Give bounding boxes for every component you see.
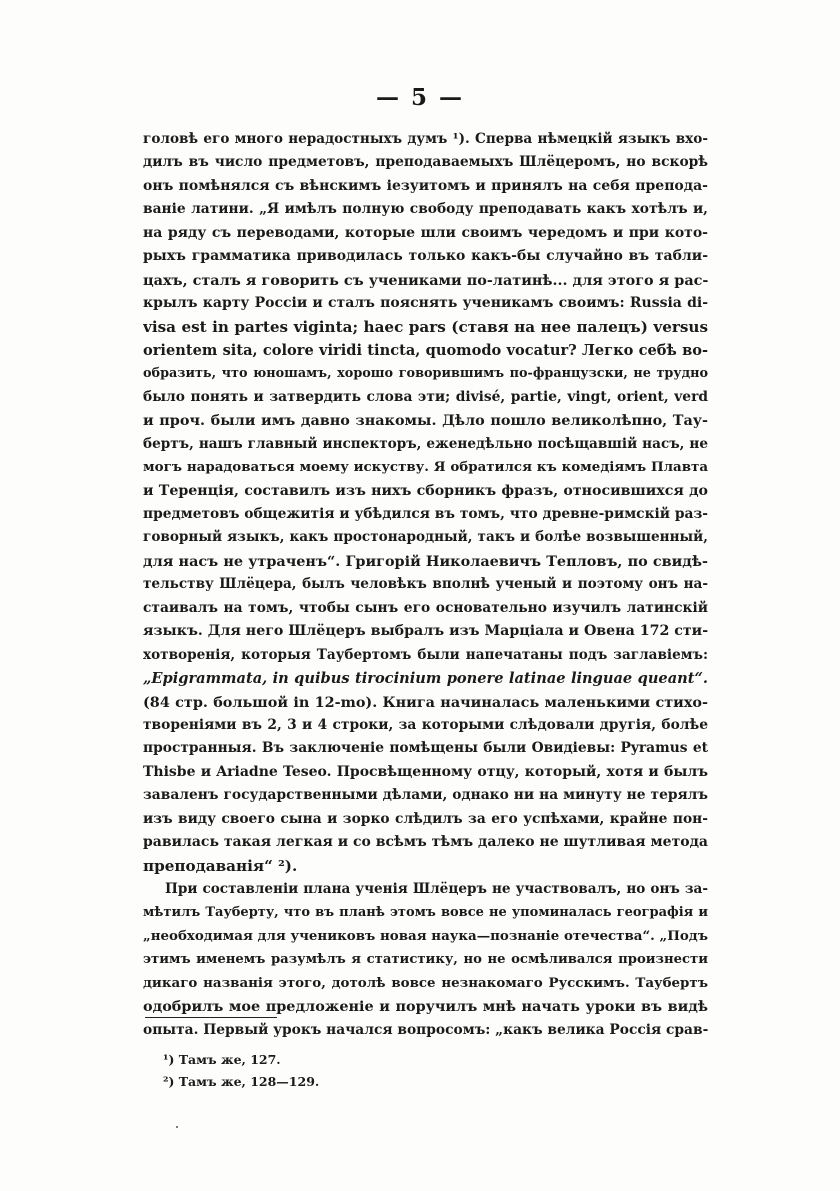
text-line-33: При составленiи плана ученiя Шлёцеръ не участвовалъ, но онъ за- (165, 881, 708, 897)
text-line-2: дилъ въ число предметовъ, преподаваемыхъ Шлёцеромъ, но вскорѣ (143, 154, 708, 171)
text-line-23: хотворенiя, которыя Таубертомъ были напечатаны подъ заглавiемъ: (143, 646, 708, 663)
text-line-22: языкъ. Для него Шлёцеръ выбралъ изъ Марцiала и Овена 172 сти- (143, 623, 708, 640)
text-line-3: онъ помѣнялся съ вѣнскимъ iезуитомъ и принялъ на себя препода- (143, 177, 708, 194)
text-line-1: головѣ его много нерадостныхъ думъ ¹). Сперва нѣмецкій языкъ вхо- (143, 131, 708, 147)
text-line-38: одобрилъ мое предложенiе и поручилъ мнѣ начать уроки въ видѣ (143, 998, 708, 1016)
text-line-32: преподаванiя“ ²). (143, 856, 298, 875)
text-line-27: пространныя. Въ заключенiе помѣщены были Овидiевы: Pyramus et (143, 740, 708, 757)
text-line-12: было понять и затвердить слова эти; divisé, partie, vingt, orient, verd (143, 388, 708, 405)
text-line-9: visa est in partes viginta; haec pars (ставя на нее палецъ) versus (143, 317, 708, 336)
text-line-7: цахъ, сталъ я говорить съ учениками по-латинѣ... для этого я рас- (143, 271, 708, 289)
footnote-divider (145, 1017, 277, 1018)
text-line-39: опыта. Первый урокъ начался вопросомъ: „какъ велика Россiя срав- (143, 1021, 708, 1038)
text-line-19: для насъ не утраченъ“. Григорiй Николаевичъ Тепловъ, по свидѣ- (143, 552, 708, 570)
text-line-35: „необходимая для учениковъ новая наука—познанiе отечества“. „Подъ (143, 927, 708, 944)
text-line-30: изъ виду своего сына и зорко слѣдилъ за его успѣхами, крайне пон- (143, 810, 708, 827)
text-line-28: Thisbe и Ariadne Teseo. Просвѣщенному отцу, который, хотя и былъ (143, 763, 708, 780)
text-line-6: рыхъ грамматика приводилась только какъ-бы случайно въ табли- (143, 248, 708, 265)
text-line-15: могъ нарадоваться моему искуству. Я обратился къ комедiямъ Плавта (143, 459, 708, 476)
text-line-8: крылъ карту Россiи и сталъ пояснять ученикамъ своимъ: Russia di- (143, 295, 708, 312)
text-line-21: стаивалъ на томъ, чтобы сынъ его основательно изучилъ латинскiй (143, 599, 708, 616)
body-text (143, 128, 708, 1042)
paper-speck (176, 1126, 178, 1128)
text-line-26: творенiями въ 2, 3 и 4 строки, за которыми слѣдовали другiя, болѣе (143, 716, 708, 733)
text-line-17: предметовъ общежитiя и убѣдился въ томъ, что древне-римскiй раз- (143, 506, 708, 522)
text-line-20: тельству Шлёцера, былъ человѣкъ вполнѣ ученый и поэтому онъ на- (143, 576, 708, 593)
text-line-4: ванiе латини. „Я имѣлъ полную свободу преподавать какъ хотѣлъ и, (143, 201, 708, 218)
text-line-24: „Epigrammata, in quibus tirocinium ponere latinae linguae queant“. (143, 670, 708, 688)
footnotes (163, 1049, 319, 1093)
text-line-11: образить, что юношамъ, хорошо говорившимъ по-французски, не трудно (143, 366, 708, 382)
text-line-34: мѣтилъ Тауберту, что въ планѣ этомъ вовсе не упоминалась географiя и (143, 905, 708, 921)
text-line-31: равилась такая легкая и со всѣмъ тѣмъ далеко не шутливая метода (143, 834, 708, 851)
text-line-13: и проч. были имъ давно знакомы. Дѣло пошло великолѣпно, Тау- (143, 412, 708, 430)
text-line-14: бертъ, нашъ главный инспекторъ, еженедѣльно посѣщавшiй насъ, не (143, 435, 708, 452)
text-line-18: говорный языкъ, какъ простонародный, такъ и болѣе возвышенный, (143, 529, 708, 546)
text-line-37: дикаго названiя этого, дотолѣ вовсе незнакомаго Русскимъ. Таубертъ (143, 974, 708, 991)
footnote-1: ¹) Тамъ же, 127. (163, 1052, 281, 1067)
text-line-16: и Теренцiя, составилъ изъ нихъ сборникъ фразъ, относившихся до (143, 482, 708, 499)
text-line-10: orientem sita, colore viridi tincta, quomodo vocatur? Легко себѣ во- (143, 341, 708, 359)
text-line-5: на ряду съ переводами, которые шли своимъ чередомъ и при кото- (143, 224, 708, 241)
text-line-25: (84 стр. большой in 12-mo). Книга начиналась маленькими стихо- (143, 693, 708, 711)
page-number: — 5 — (375, 84, 465, 111)
text-line-29: заваленъ государственными дѣлами, однако ни на минуту не терялъ (143, 787, 708, 804)
text-line-36: этимъ именемъ разумѣлъ я статистику, но не осмѣливался произнести (143, 952, 708, 968)
footnote-2: ²) Тамъ же, 128—129. (163, 1074, 320, 1089)
